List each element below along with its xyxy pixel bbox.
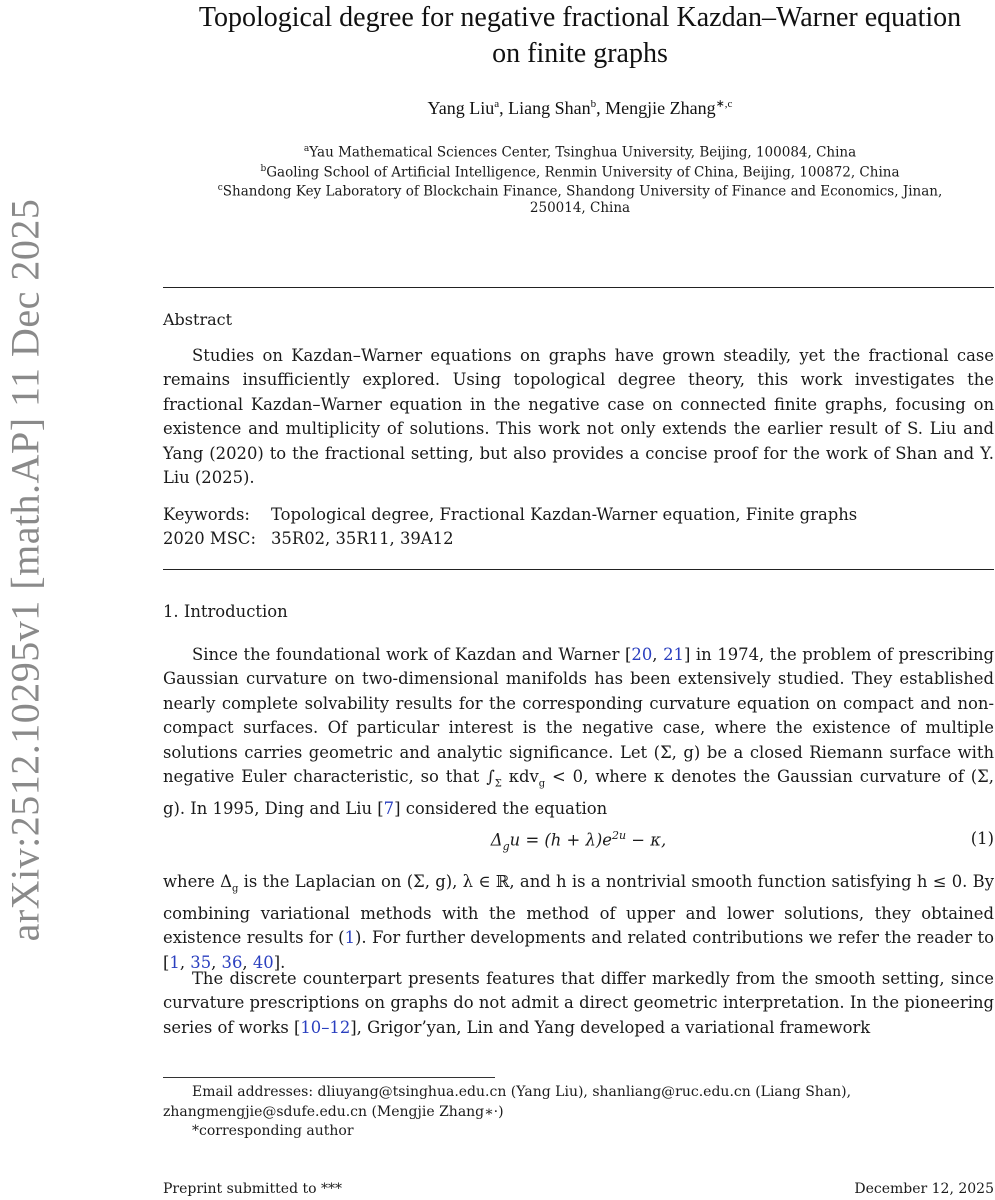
footnote-email-line-1: Email addresses: dliuyang@tsinghua.edu.cn (Yang Liu), shanliang@ruc.edu.cn (Liang Shan), xyxy=(192,1084,852,1100)
author-name: Mengjie Zhang xyxy=(605,98,716,118)
intro-paragraph-3: The discrete counterpart presents features that differ markedly from the smooth setting, since curvature prescriptions on graphs do not admit a direct geometric interpretation. In the pioneering series of works [10–12], Grigor’yan, Lin and Yang developed a variational framework xyxy=(163,969,994,1037)
arxiv-id-text: arXiv:2512.10295v1 [math.AP] 11 Dec 2025 xyxy=(2,198,48,942)
arxiv-identifier-stamp xyxy=(0,195,50,945)
footnote-email-line-2: zhangmengjie@sdufe.edu.cn (Mengjie Zhang∗·) xyxy=(163,1104,504,1120)
citation-link[interactable]: 1 xyxy=(169,952,180,972)
bottom-rule xyxy=(163,569,994,570)
footnote-rule xyxy=(163,1077,495,1078)
citation-link[interactable]: 7 xyxy=(383,798,395,818)
equation-ref-link[interactable]: 1 xyxy=(344,928,355,948)
abstract-text: Studies on Kazdan–Warner equations on graphs have grown steadily, yet the fractional case remains insufficiently explored. Using topological degree theory, this work investigates the fractional Kazdan–Warner equation in the negative case on connected finite graphs, focusing on existence and multiplicity of solutions. This work not only extends the earlier result of S. Liu and Yang (2020) to the fractional setting, but also provides a concise proof for the work of Shan and Y. Liu (2025). xyxy=(163,346,994,488)
equation-body: $\Delta_gu = (h + \lambda)e^{2u} - \kappa$, xyxy=(490,829,667,853)
author-list: Yang Liu$^a$, Liang Shan$^b$, Mengjie Zhang$^{∗,c}$ xyxy=(427,98,733,118)
title-line-1: Topological degree for negative fractional Kazdan–Warner equation xyxy=(198,2,962,33)
citation-link[interactable]: 35 xyxy=(190,952,212,972)
title-line-2: on finite graphs xyxy=(492,38,668,69)
top-rule xyxy=(163,287,994,288)
msc-value: 35R02, 35R11, 39A12 xyxy=(271,529,454,548)
footer-date: December 12, 2025 xyxy=(854,1181,994,1197)
citation-link[interactable]: 20 xyxy=(631,645,653,664)
keywords-row xyxy=(163,505,857,524)
affiliation-mark: a xyxy=(303,144,310,154)
citation-link[interactable]: 21 xyxy=(663,645,684,664)
equation-1 xyxy=(163,829,994,857)
affiliation-text: Yau Mathematical Sciences Center, Tsinghua University, Beijing, 100084, China xyxy=(309,144,857,161)
affiliation-text: 250014, China xyxy=(529,200,631,216)
author-mark: b xyxy=(590,98,597,110)
intro-heading: 1. Introduction xyxy=(163,602,288,621)
msc-row xyxy=(163,529,454,548)
paper-title xyxy=(160,0,995,72)
keywords-label: Keywords: xyxy=(163,505,250,524)
keywords-value: Topological degree, Fractional Kazdan-Warner equation, Finite graphs xyxy=(271,505,858,524)
affiliation-mark: c xyxy=(217,183,223,193)
msc-label: 2020 MSC: xyxy=(163,529,256,548)
author-mark: a xyxy=(494,98,500,110)
citation-link[interactable]: 10–12 xyxy=(300,1017,351,1037)
intro-paragraph-2: where $\Delta_g$ is the Laplacian on (Σ, g), λ ∈ ℝ, and h is a nontrivial smooth function satisfying h ≤ 0. By combining variational methods with the method of upper and lower solutions, they obtained existence results for (1). For further developments and related contributions we refer the reader to [1, 35, 36, 40]. xyxy=(163,872,994,972)
author-name: Yang Liu xyxy=(427,98,495,118)
equation-number: (1) xyxy=(970,829,994,848)
affiliation-text: Shandong Key Laboratory of Blockchain Finance, Shandong University of Finance and Economics, Jinan, xyxy=(222,183,943,200)
affiliation xyxy=(160,199,995,218)
footnote-corresponding: *corresponding author xyxy=(192,1123,354,1139)
author-mark: ∗,c xyxy=(715,98,733,110)
citation-link[interactable]: 36 xyxy=(221,952,243,972)
affiliation-text: Gaoling School of Artificial Intelligence, Renmin University of China, Beijing, 100872, China xyxy=(266,164,900,181)
citation-link[interactable]: 40 xyxy=(252,952,274,972)
affiliation-mark: b xyxy=(260,164,267,174)
intro-paragraph-1: Since the foundational work of Kazdan and Warner [20, 21] in 1974, the problem of prescribing Gaussian curvature on two-dimensional manifolds has been extensively studied. They established nearly complete solvability results for the corresponding curvature equation on compact and non-compact surfaces. Of particular interest is the negative case, where the existence of multiple solutions carries geometric and analytic significance. Let (Σ, g) be a closed Riemann surface with negative Euler characteristic, so that $\int_\Sigma$ κdv$_g$ < 0, where κ denotes the Gaussian curvature of (Σ, g). In 1995, Ding and Liu [7] considered the equation xyxy=(163,645,994,818)
footer-preprint: Preprint submitted to *** xyxy=(163,1181,342,1197)
author-name: Liang Shan xyxy=(508,98,591,118)
abstract-heading: Abstract xyxy=(163,310,233,329)
